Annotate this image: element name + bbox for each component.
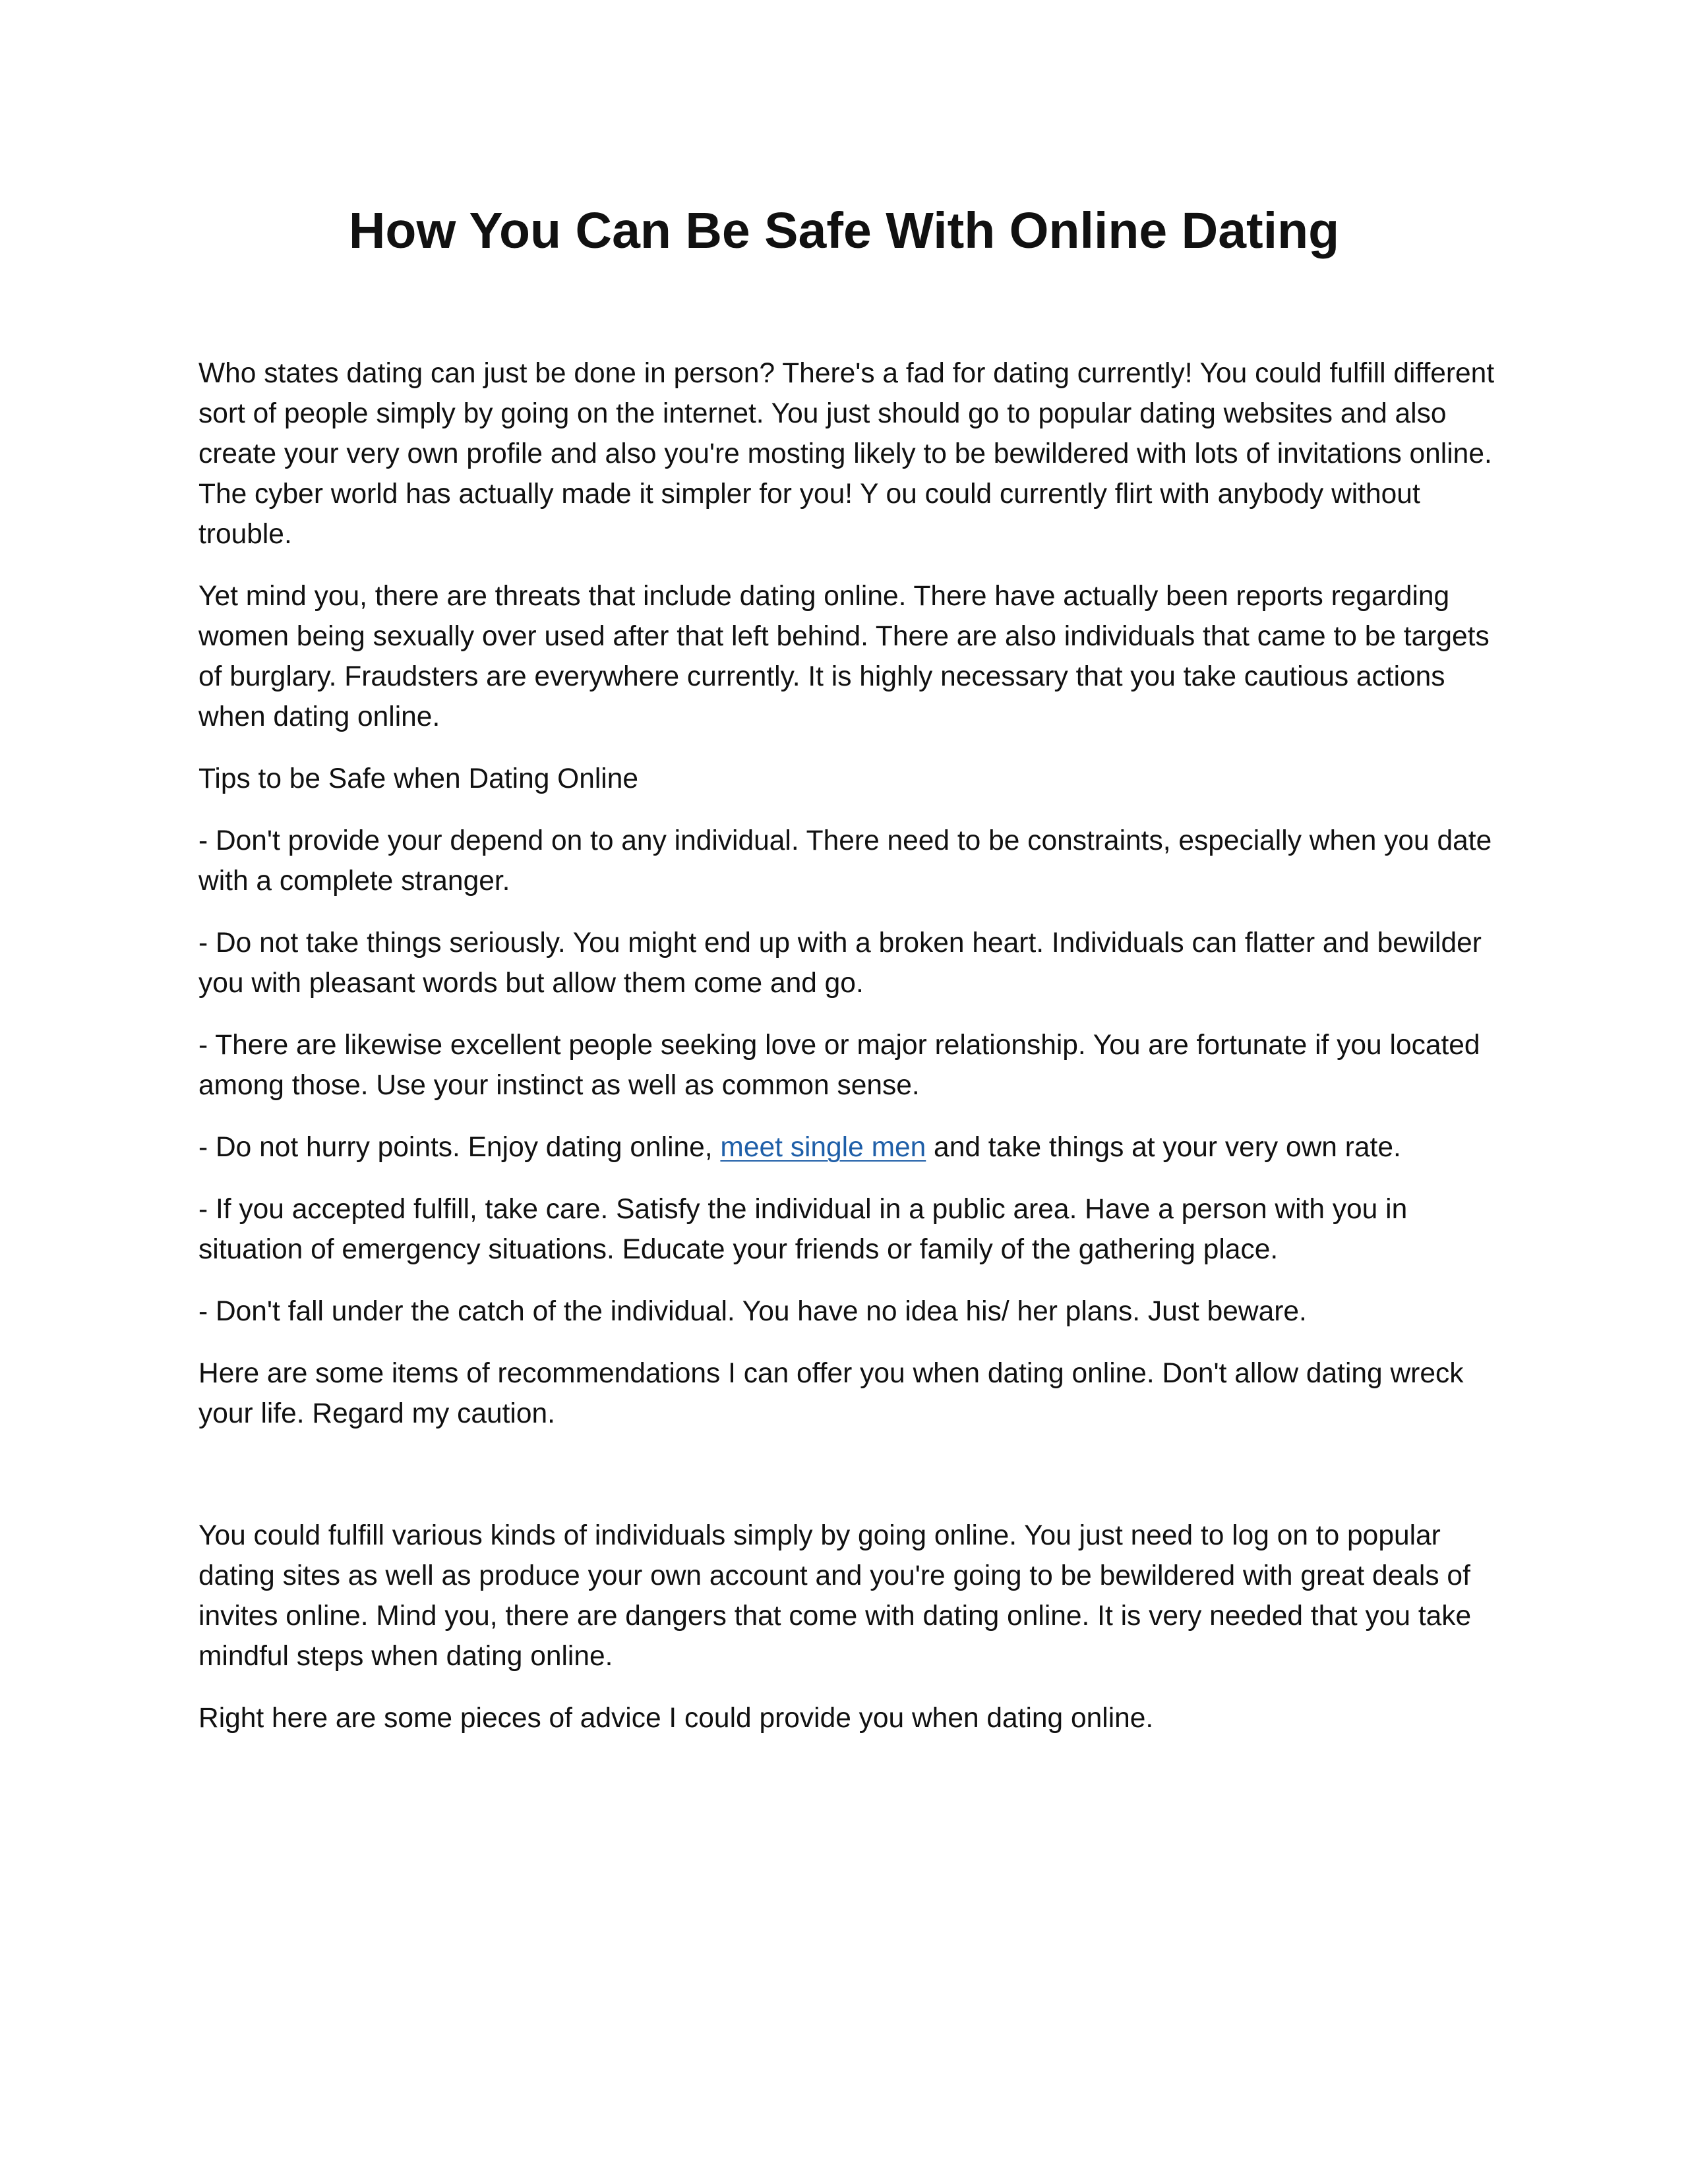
paragraph-intro: Who states dating can just be done in person? There's a fad for dating currently! You could fulfill different sort of people simply by going on the internet. You just should go to popular dating websites and also create your very own profile and also you're mosting likely to be bewildered with lots of invitations online. The cyber world has actually made it simpler for you! Y ou could currently flirt with anybody without trouble. — [198, 358, 1495, 550]
tip-seriously: - Do not take things seriously. You might end up with a broken heart. Individuals can flatter and bewilder you with pleasant words but allow them come and go. — [198, 928, 1482, 999]
document-title: How You Can Be Safe With Online Dating — [348, 202, 1340, 259]
tip-hurry-text-after: and take things at your very own rate. — [926, 1132, 1401, 1163]
document-body — [198, 353, 1497, 1760]
tip-good-people: - There are likewise excellent people seeking love or major relationship. You are fortunate if you located among those. Use your instinct as well as common sense. — [198, 1030, 1480, 1101]
paragraph-summary: You could fulfill various kinds of individuals simply by going online. You just need to log on to popular dating sites as well as produce your own account and you're going to be bewildered with great deals of invites online. Mind you, there are dangers that come with dating online. It is very needed that you take mindful steps when dating online. — [198, 1520, 1472, 1672]
tip-catch: - Don't fall under the catch of the individual. You have no idea his/ her plans. Just beware. — [198, 1296, 1307, 1327]
tips-heading: Tips to be Safe when Dating Online — [198, 763, 639, 794]
meet-single-men-link[interactable]: meet single men — [720, 1132, 926, 1163]
paragraph-closing: Right here are some pieces of advice I could provide you when dating online. — [198, 1703, 1154, 1734]
tip-meeting: - If you accepted fulfill, take care. Satisfy the individual in a public area. Have a person with you in situation of emergency situations. Educate your friends or family of the gathering place. — [198, 1194, 1408, 1265]
tip-hurry-text-before: - Do not hurry points. Enjoy dating online, — [198, 1132, 721, 1163]
tip-hurry — [198, 1127, 1497, 1167]
paragraph-recommendations: Here are some items of recommendations I can offer you when dating online. Don't allow dating wreck your life. Regard my caution. — [198, 1358, 1464, 1429]
paragraph-threats: Yet mind you, there are threats that include dating online. There have actually been reports regarding women being sexually over used after that left behind. There are also individuals that came to be targets of burglary. Fraudsters are everywhere currently. It is highly necessary that you take cautious actions when dating online. — [198, 581, 1490, 732]
tip-trust: - Don't provide your depend on to any individual. There need to be constraints, especially when you date with a complete stranger. — [198, 825, 1492, 897]
